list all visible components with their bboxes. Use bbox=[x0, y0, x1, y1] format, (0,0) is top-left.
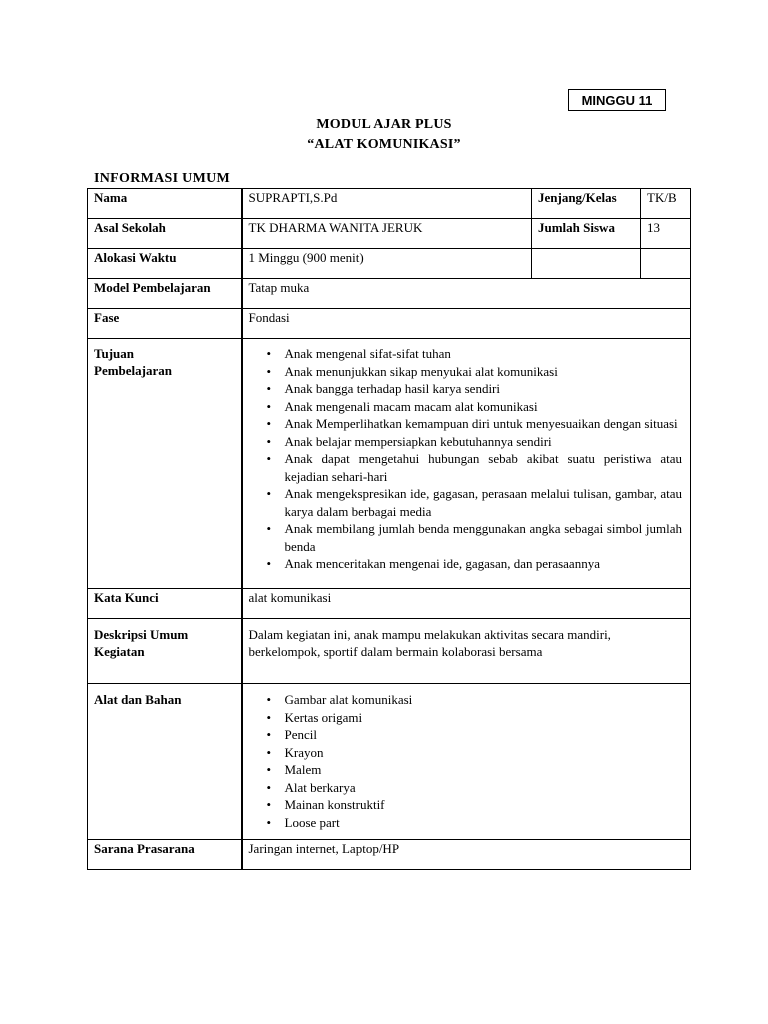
label-nama: Nama bbox=[88, 189, 242, 219]
label-tujuan-pembelajaran bbox=[88, 339, 242, 589]
value-jenjang-kelas: TK/B bbox=[641, 189, 691, 219]
row-model-pembelajaran bbox=[88, 279, 691, 309]
label-fase: Fase bbox=[88, 309, 242, 339]
row-kata-kunci bbox=[88, 589, 691, 619]
row-sarana-prasarana bbox=[88, 840, 691, 870]
list-item: • Anak menceritakan mengenai ide, gagasan, dan perasaannya bbox=[285, 555, 683, 573]
value-deskripsi-umum: Dalam kegiatan ini, anak mampu melakukan aktivitas secara mandiri, berkelompok, sportif dalam bermain kolaborasi bersama bbox=[242, 619, 691, 684]
week-label: MINGGU 11 bbox=[568, 89, 666, 111]
document-title: MODUL AJAR PLUS bbox=[316, 117, 452, 132]
row-nama bbox=[88, 189, 691, 219]
document-subtitle: “ALAT KOMUNIKASI” bbox=[307, 137, 461, 152]
list-item: • Mainan konstruktif bbox=[285, 796, 685, 814]
label-line: Tujuan bbox=[94, 346, 134, 361]
label-kata-kunci: Kata Kunci bbox=[88, 589, 242, 619]
row-tujuan-pembelajaran bbox=[88, 339, 691, 589]
label-line: Deskripsi Umum bbox=[94, 627, 189, 642]
list-item: • Krayon bbox=[285, 744, 685, 762]
list-item: • Alat berkarya bbox=[285, 779, 685, 797]
empty-cell bbox=[532, 249, 641, 279]
row-alokasi-waktu bbox=[88, 249, 691, 279]
row-alat-bahan bbox=[88, 684, 691, 840]
tujuan-list bbox=[247, 345, 683, 573]
label-jenjang-kelas: Jenjang/Kelas bbox=[532, 189, 641, 219]
row-fase bbox=[88, 309, 691, 339]
label-jumlah-siswa: Jumlah Siswa bbox=[532, 219, 641, 249]
list-item: • Malem bbox=[285, 761, 685, 779]
list-item: • Anak bangga terhadap hasil karya sendiri bbox=[285, 380, 683, 398]
section-title: INFORMASI UMUM bbox=[94, 171, 231, 186]
value-model-pembelajaran: Tatap muka bbox=[242, 279, 691, 309]
label-alokasi-waktu: Alokasi Waktu bbox=[88, 249, 242, 279]
list-item: • Anak Memperlihatkan kemampuan diri untuk menyesuaikan dengan situasi bbox=[285, 415, 683, 433]
label-asal-sekolah: Asal Sekolah bbox=[88, 219, 242, 249]
list-item: • Anak menunjukkan sikap menyukai alat komunikasi bbox=[285, 363, 683, 381]
list-item: • Gambar alat komunikasi bbox=[285, 691, 685, 709]
list-item: • Anak membilang jumlah benda menggunakan angka sebagai simbol jumlah benda bbox=[285, 520, 683, 555]
label-line: Pembelajaran bbox=[94, 363, 172, 378]
value-kata-kunci: alat komunikasi bbox=[242, 589, 691, 619]
value-fase: Fondasi bbox=[242, 309, 691, 339]
list-item: • Anak mengekspresikan ide, gagasan, perasaan melalui tulisan, gambar, atau karya dalam berbagai media bbox=[285, 485, 683, 520]
value-alokasi-waktu: 1 Minggu (900 menit) bbox=[242, 249, 532, 279]
list-item: • Loose part bbox=[285, 814, 685, 832]
list-item: • Anak dapat mengetahui hubungan sebab akibat suatu peristiwa atau kejadian sehari-hari bbox=[285, 450, 683, 485]
row-asal-sekolah bbox=[88, 219, 691, 249]
value-sarana-prasarana: Jaringan internet, Laptop/HP bbox=[242, 840, 691, 870]
list-item: • Kertas origami bbox=[285, 709, 685, 727]
label-sarana-prasarana: Sarana Prasarana bbox=[88, 840, 242, 870]
label-line: Kegiatan bbox=[94, 644, 145, 659]
list-item: • Anak mengenali macam macam alat komunikasi bbox=[285, 398, 683, 416]
empty-cell bbox=[641, 249, 691, 279]
row-deskripsi-umum bbox=[88, 619, 691, 684]
label-model-pembelajaran: Model Pembelajaran bbox=[88, 279, 242, 309]
list-item: • Anak belajar mempersiapkan kebutuhannya sendiri bbox=[285, 433, 683, 451]
value-jumlah-siswa: 13 bbox=[641, 219, 691, 249]
label-alat-bahan: Alat dan Bahan bbox=[88, 684, 242, 840]
general-info-table bbox=[87, 188, 691, 870]
label-deskripsi-umum bbox=[88, 619, 242, 684]
value-asal-sekolah: TK DHARMA WANITA JERUK bbox=[242, 219, 532, 249]
value-alat-bahan bbox=[242, 684, 691, 840]
alat-list bbox=[247, 691, 685, 831]
list-item: • Anak mengenal sifat-sifat tuhan bbox=[285, 345, 683, 363]
value-nama: SUPRAPTI,S.Pd bbox=[242, 189, 532, 219]
list-item: • Pencil bbox=[285, 726, 685, 744]
value-tujuan-pembelajaran bbox=[242, 339, 691, 589]
